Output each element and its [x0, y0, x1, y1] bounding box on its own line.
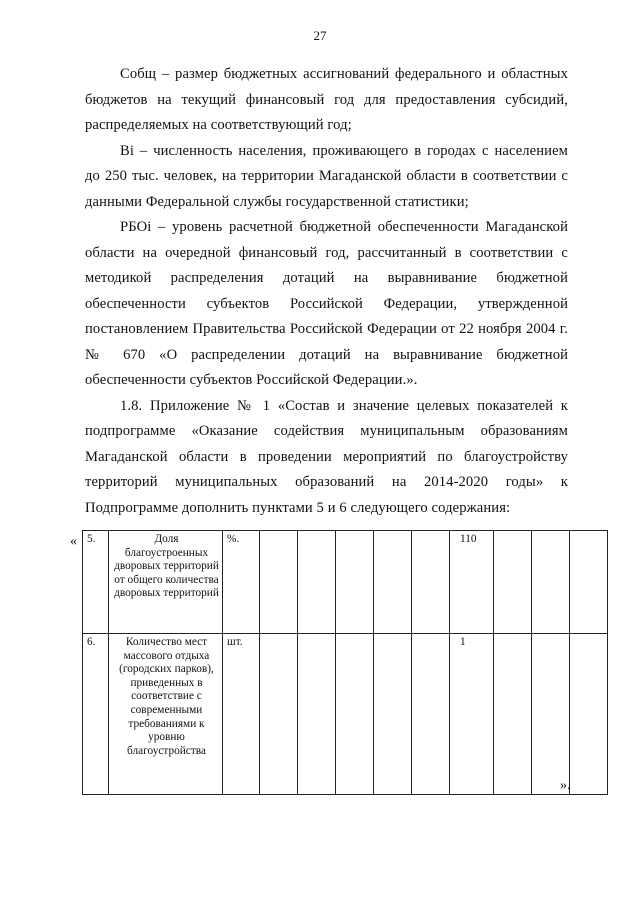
value-cell [570, 531, 608, 634]
unit-cell: %. [223, 531, 260, 634]
value-cell [494, 531, 532, 634]
value-cell [532, 531, 570, 634]
value-cell [260, 531, 298, 634]
page-number: 27 [313, 28, 327, 43]
value-cell [494, 634, 532, 795]
indicator-name-cell: Количество мест массового отдыха (городских парков), приведенных в соответствие с современными требованиями к уровню благоустройства [109, 634, 223, 795]
paragraph-sobshch-definition: Собщ – размер бюджетных ассигнований федерального и областных бюджетов на текущий финансовый год для предоставления субсидий, распределяемых на соответствующий год; [85, 66, 568, 133]
value-cell [374, 634, 412, 795]
value-cell [260, 634, 298, 795]
table-row [83, 634, 608, 795]
paragraph-amendment-1-8: 1.8. Приложение № 1 «Состав и значение целевых показателей к подпрограмме «Оказание содействия муниципальным образованиям Магаданской области в проведении мероприятий по благоустройству территорий муниципальных образований на 2014-2020 годы» к Подпрограмме дополнить пунктами 5 и 6 следующего содержания: [85, 397, 568, 516]
table-close-quote: ». [560, 778, 571, 793]
value-cell [532, 634, 570, 795]
indicators-table [82, 530, 608, 795]
table-open-quote: « [70, 534, 77, 549]
indicator-name-cell: Доля благоустроенных дворовых территорий от общего количества дворовых территорий [109, 531, 223, 634]
value-cell [374, 531, 412, 634]
value-cell [570, 634, 608, 795]
table-row [83, 531, 608, 634]
value-cell [298, 634, 336, 795]
value-cell: 110 [450, 531, 494, 634]
paragraph-rboi-definition: РБОi – уровень расчетной бюджетной обеспеченности Магаданской области на очередной финансовый год, рассчитанный в соответствии с методикой распределения дотаций на выравнивание бюджетной обеспеченности субъектов Российской Федерации, утвержденной постановлением Правительства Российской Федерации от 22 ноября 2004 г. № 670 «О распределении дотаций на выравнивание бюджетной обеспеченности субъектов Российской Федерации.». [85, 219, 568, 388]
row-number-cell: 6. [83, 634, 109, 795]
value-cell [298, 531, 336, 634]
paragraph-bi-definition: Bi – численность населения, проживающего в городах с населением до 250 тыс. человек, на территории Магаданской области в соответствии с данными Федеральной службы государственной статистики; [85, 142, 568, 210]
value-cell [336, 531, 374, 634]
value-cell [412, 634, 450, 795]
value-cell [412, 531, 450, 634]
body-text [85, 62, 568, 521]
row-number-cell: 5. [83, 531, 109, 634]
value-cell: 1 [450, 634, 494, 795]
indicators-table-wrapper [82, 530, 608, 795]
unit-cell: шт. [223, 634, 260, 795]
value-cell [336, 634, 374, 795]
